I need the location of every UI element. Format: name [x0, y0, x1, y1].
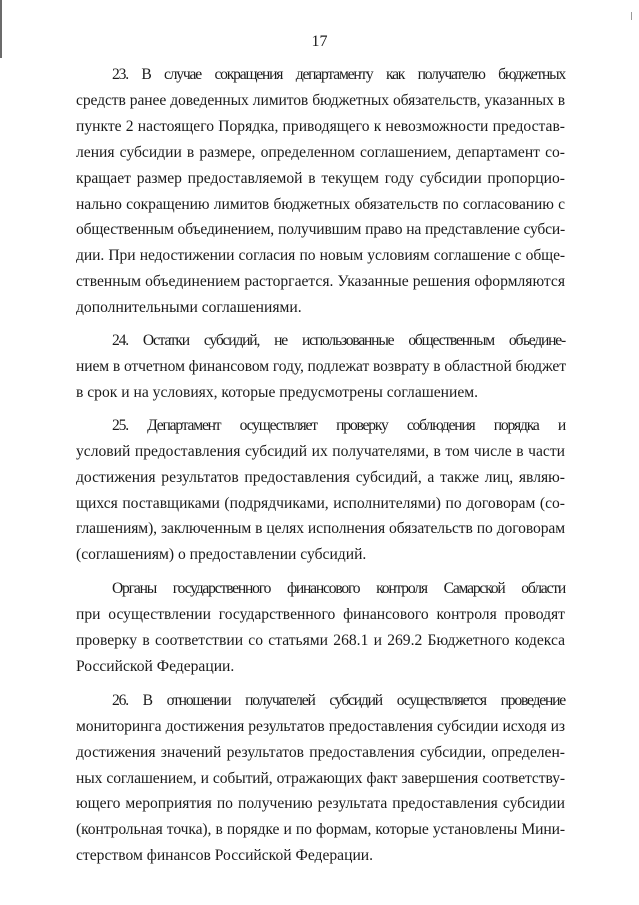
text-line: общественным объединением, получившим право на представление субси- [76, 221, 565, 239]
text-line: (контрольная точка), в порядке и по формам, которые установлены Мини- [76, 821, 565, 839]
text-line: (соглашениям) о предоставлении субсидий. [76, 546, 367, 564]
text-line: пункте 2 настоящего Порядка, приводящего к невозможности предостав- [76, 117, 565, 135]
text-line: при осуществлении государственного финансового контроля проводят [76, 606, 565, 624]
paragraph-25 [76, 413, 565, 568]
text-line: дополнительными соглашениями. [76, 299, 302, 317]
text-line: 23. В случае сокращения департаменту как получателю бюджетных [112, 66, 565, 83]
text-line: ственным объединением расторгается. Указанные решения оформляются [76, 273, 565, 291]
text-line: кращает размер предоставляемой в текущем году субсидии пропорцио- [76, 169, 565, 187]
text-line: средств ранее доведенных лимитов бюджетных обязательств, указанных в [76, 91, 565, 109]
text-line: проверку в соответствии со статьями 268.1 и 269.2 Бюджетного кодекса [76, 632, 565, 650]
paragraph-26 [76, 688, 565, 869]
text-line: щихся поставщиками (подрядчиками, исполнителями) по договорам (со- [76, 494, 565, 512]
text-line: стерством финансов Российской Федерации. [76, 847, 374, 865]
text-line: 24. Остатки субсидий, не использованные общественным объедине- [112, 332, 565, 350]
text-line: Российской Федерации. [76, 657, 235, 675]
paragraph-25-control [76, 576, 565, 680]
text-line: дии. При недостижении согласия по новым условиям соглашение с обще- [76, 247, 565, 265]
text-line: достижения значений результатов предоставления субсидии, определен- [76, 743, 565, 761]
text-line: Органы государственного финансового контроля Самарской области [112, 580, 565, 598]
scan-corner-mark [631, 12, 632, 20]
text-line: ных соглашением, и событий, отражающих факт завершения соответству- [76, 769, 565, 787]
page-number: 17 [311, 33, 328, 50]
text-line: глашениям), заключенным в целях исполнения обязательств по договорам [76, 520, 565, 538]
paragraph-24 [76, 328, 565, 406]
text-line: достижения результатов предоставления субсидий, а также лиц, являю- [76, 468, 565, 486]
text-line: нием в отчетном финансовом году, подлежат возврату в областной бюджет [76, 357, 566, 375]
text-line: ления субсидии в размере, определенном соглашением, департамент со- [76, 143, 565, 161]
text-line: нально сокращению лимитов бюджетных обязательств по согласованию с [76, 195, 565, 213]
text-line: в срок и на условиях, которые предусмотрены соглашением. [76, 383, 479, 401]
text-line: мониторинга достижения результатов предоставления субсидии исходя из [76, 717, 565, 735]
document-body [76, 62, 565, 869]
text-line: условий предоставления субсидий их получателями, в том числе в части [76, 442, 565, 460]
text-line: 26. В отношении получателей субсидий осуществляется проведение [112, 691, 565, 709]
text-line: ющего мероприятия по получению результата предоставления субсидии [76, 795, 565, 813]
text-line: 25. Департамент осуществляет проверку соблюдения порядка и [112, 416, 565, 434]
paragraph-23 [76, 62, 565, 321]
